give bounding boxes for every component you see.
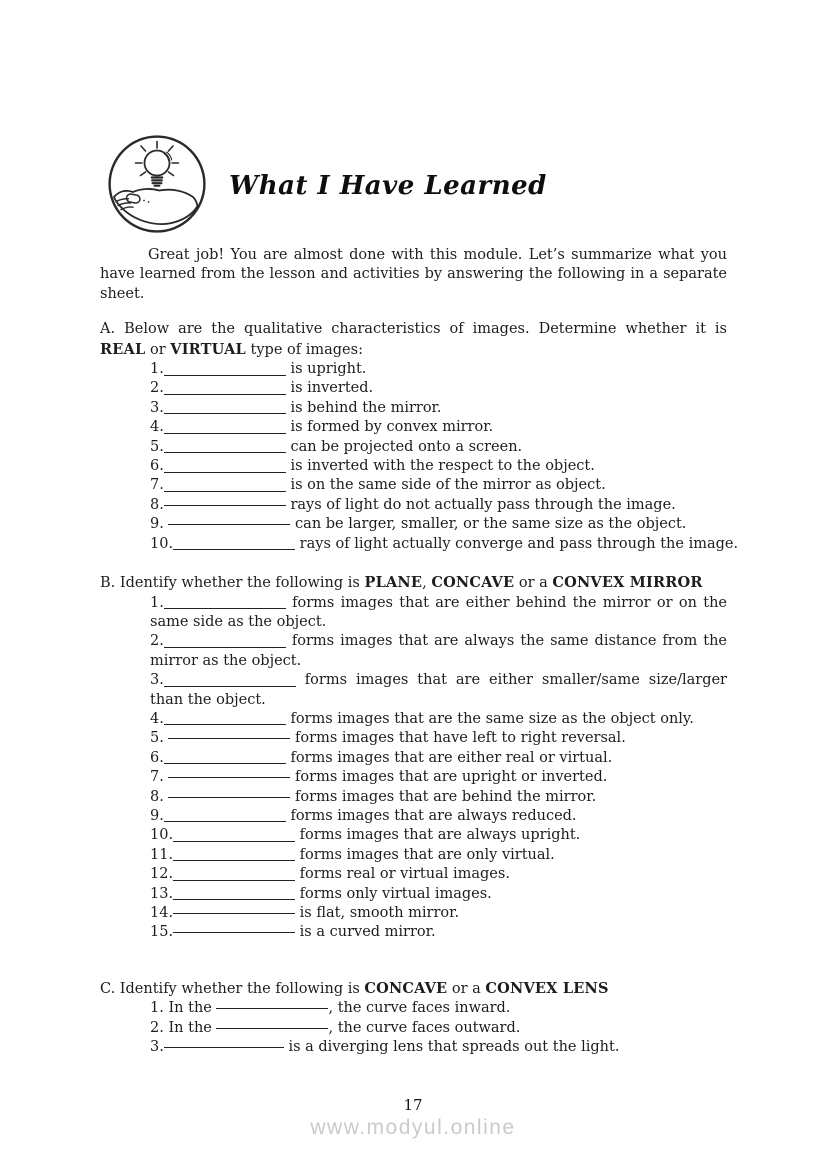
item-number: 3. xyxy=(150,672,164,689)
section-B-item-4: 4. forms images that are the same size as the object only. xyxy=(150,710,694,727)
lightbulb-glyph xyxy=(136,142,179,186)
section-A-item-2: 2. is inverted. xyxy=(150,380,374,397)
item-number: 10. xyxy=(150,827,174,844)
section-B-items xyxy=(150,594,727,943)
section-C-item-2: 2. In the , the curve faces outward. xyxy=(150,1019,521,1036)
answer-blank xyxy=(164,1038,284,1048)
intro-line-1: Great job! You are almost done with this module. Let’s summarize what you xyxy=(148,247,727,263)
header-keyword: CONVEX LENS xyxy=(485,979,609,997)
header-keyword: CONVEX MIRROR xyxy=(552,574,703,592)
section-A-item-10: 10. rays of light actually converge and pass through the image. xyxy=(150,535,739,552)
answer-blank xyxy=(164,385,286,395)
answer-blank xyxy=(173,923,295,933)
item-number: 6. xyxy=(150,749,164,766)
section-A-item-1: 1. is upright. xyxy=(150,361,367,378)
header-text: type of images: xyxy=(245,341,363,358)
item-number: 2. xyxy=(150,380,164,397)
item-number: 8. xyxy=(150,496,164,513)
answer-blank xyxy=(168,515,290,525)
answer-blank xyxy=(164,599,286,609)
section-B-item-1: 1. forms images that are either behind the mirror or on the same side as the object. xyxy=(150,594,727,630)
section-B-item-3: 3. forms images that are either smaller/same size/larger than the object. xyxy=(150,672,727,708)
intro-paragraph xyxy=(100,246,727,304)
answer-blank xyxy=(164,463,286,473)
answer-blank xyxy=(173,832,295,842)
answer-blank xyxy=(164,677,296,687)
item-number: 1. xyxy=(150,1000,164,1017)
section-C-header xyxy=(100,979,727,999)
item-number: 9. xyxy=(150,516,164,533)
section-B xyxy=(100,573,727,943)
item-number: 9. xyxy=(150,807,164,824)
page-content xyxy=(0,134,826,1057)
item-number: 1. xyxy=(150,361,164,378)
answer-blank xyxy=(216,999,328,1009)
section-C-item-3: 3. is a diverging lens that spreads out the light. xyxy=(150,1039,620,1056)
answer-blank xyxy=(164,715,286,725)
answer-blank xyxy=(173,540,295,550)
answer-blank xyxy=(164,404,286,414)
section-B-item-8: 8. forms images that are behind the mirror. xyxy=(150,788,597,805)
item-number: 12. xyxy=(150,866,174,883)
header-text: or a xyxy=(447,980,486,997)
page-title: What I Have Learned xyxy=(229,171,547,202)
module-header xyxy=(100,134,727,234)
section-A-items xyxy=(150,360,739,554)
item-number: 15. xyxy=(150,924,174,941)
section-B-item-11: 11. forms images that are only virtual. xyxy=(150,846,555,863)
answer-blank xyxy=(173,871,295,881)
section-C-item-1: 1. In the , the curve faces inward. xyxy=(150,1000,511,1017)
section-A-header xyxy=(100,320,727,360)
answer-blank xyxy=(173,890,295,900)
item-number: 5. xyxy=(150,730,164,747)
answer-blank xyxy=(216,1019,328,1029)
section-C xyxy=(100,979,727,1058)
answer-blank xyxy=(168,729,290,739)
header-text: or a xyxy=(514,575,553,592)
section-B-header xyxy=(100,573,727,593)
section-C-items xyxy=(150,999,727,1057)
answer-blank xyxy=(164,443,286,453)
header-text: , xyxy=(422,575,432,592)
item-number: 3. xyxy=(150,399,164,416)
header-text: B. Identify whether the following is xyxy=(100,575,365,592)
section-A-item-5: 5. can be projected onto a screen. xyxy=(150,438,523,455)
item-number: 4. xyxy=(150,710,164,727)
item-number: 10. xyxy=(150,535,174,552)
header-keyword: PLANE xyxy=(364,574,423,592)
item-number: 1. xyxy=(150,594,164,611)
header-text: C. Identify whether the following is xyxy=(100,980,365,997)
answer-blank xyxy=(168,768,290,778)
item-number: 7. xyxy=(150,477,164,494)
section-B-item-14: 14. is flat, smooth mirror. xyxy=(150,905,460,921)
section-A-item-6: 6. is inverted with the respect to the object. xyxy=(150,458,595,475)
answer-blank xyxy=(164,424,286,434)
header-keyword: VIRTUAL xyxy=(170,340,246,358)
section-B-item-7: 7. forms images that are upright or inverted. xyxy=(150,769,608,786)
item-number: 4. xyxy=(150,419,164,436)
page-number: 17 xyxy=(403,1096,423,1114)
item-number: 8. xyxy=(150,788,164,805)
answer-blank xyxy=(164,496,286,506)
item-number: 7. xyxy=(150,769,164,786)
item-number: 2. xyxy=(150,633,164,650)
item-number: 13. xyxy=(150,885,174,902)
item-number: 14. xyxy=(150,905,174,921)
header-keyword: CONCAVE xyxy=(364,979,448,997)
section-B-item-2: 2. forms images that are always the same distance from the mirror as the object. xyxy=(150,633,727,669)
lightbulb-hand-icon xyxy=(107,134,207,234)
answer-blank xyxy=(164,754,286,764)
watermark: www.modyul.online xyxy=(310,1116,516,1139)
answer-blank xyxy=(164,366,286,376)
section-B-item-10: 10. forms images that are always upright. xyxy=(150,827,581,844)
item-number: 11. xyxy=(150,846,174,863)
answer-blank xyxy=(164,482,286,492)
item-number: 3. xyxy=(150,1039,164,1056)
header-text: or xyxy=(145,341,171,358)
section-B-item-13: 13. forms only virtual images. xyxy=(150,885,492,902)
header-keyword: REAL xyxy=(100,340,146,358)
header-keyword: CONCAVE xyxy=(431,574,515,592)
intro-line-2: have learned from the lesson and activities by answering the following in a separate xyxy=(100,266,727,283)
item-number: 5. xyxy=(150,438,164,455)
section-A-item-8: 8. rays of light do not actually pass through the image. xyxy=(150,496,676,513)
answer-blank xyxy=(173,904,295,914)
section-B-item-12: 12. forms real or virtual images. xyxy=(150,866,510,883)
section-A-item-3: 3. is behind the mirror. xyxy=(150,399,442,416)
section-A xyxy=(100,320,739,554)
section-A-item-9: 9. can be larger, smaller, or the same size as the object. xyxy=(150,516,687,533)
sections-container xyxy=(100,320,739,1057)
intro-line-3: sheet. xyxy=(100,285,145,302)
section-B-item-6: 6. forms images that are either real or virtual. xyxy=(150,749,613,766)
item-number: 6. xyxy=(150,458,164,475)
answer-blank xyxy=(168,788,290,798)
section-B-item-15: 15. is a curved mirror. xyxy=(150,924,436,941)
section-B-item-5: 5. forms images that have left to right reversal. xyxy=(150,730,626,747)
section-A-item-7: 7. is on the same side of the mirror as object. xyxy=(150,477,606,494)
section-A-item-4: 4. is formed by convex mirror. xyxy=(150,419,494,436)
section-B-item-9: 9. forms images that are always reduced. xyxy=(150,807,577,824)
item-number: 2. xyxy=(150,1019,164,1036)
answer-blank xyxy=(164,812,286,822)
header-text: A. Below are the qualitative characteristics of images. Determine whether it is xyxy=(100,321,727,338)
answer-blank xyxy=(164,638,286,648)
answer-blank xyxy=(173,851,295,861)
